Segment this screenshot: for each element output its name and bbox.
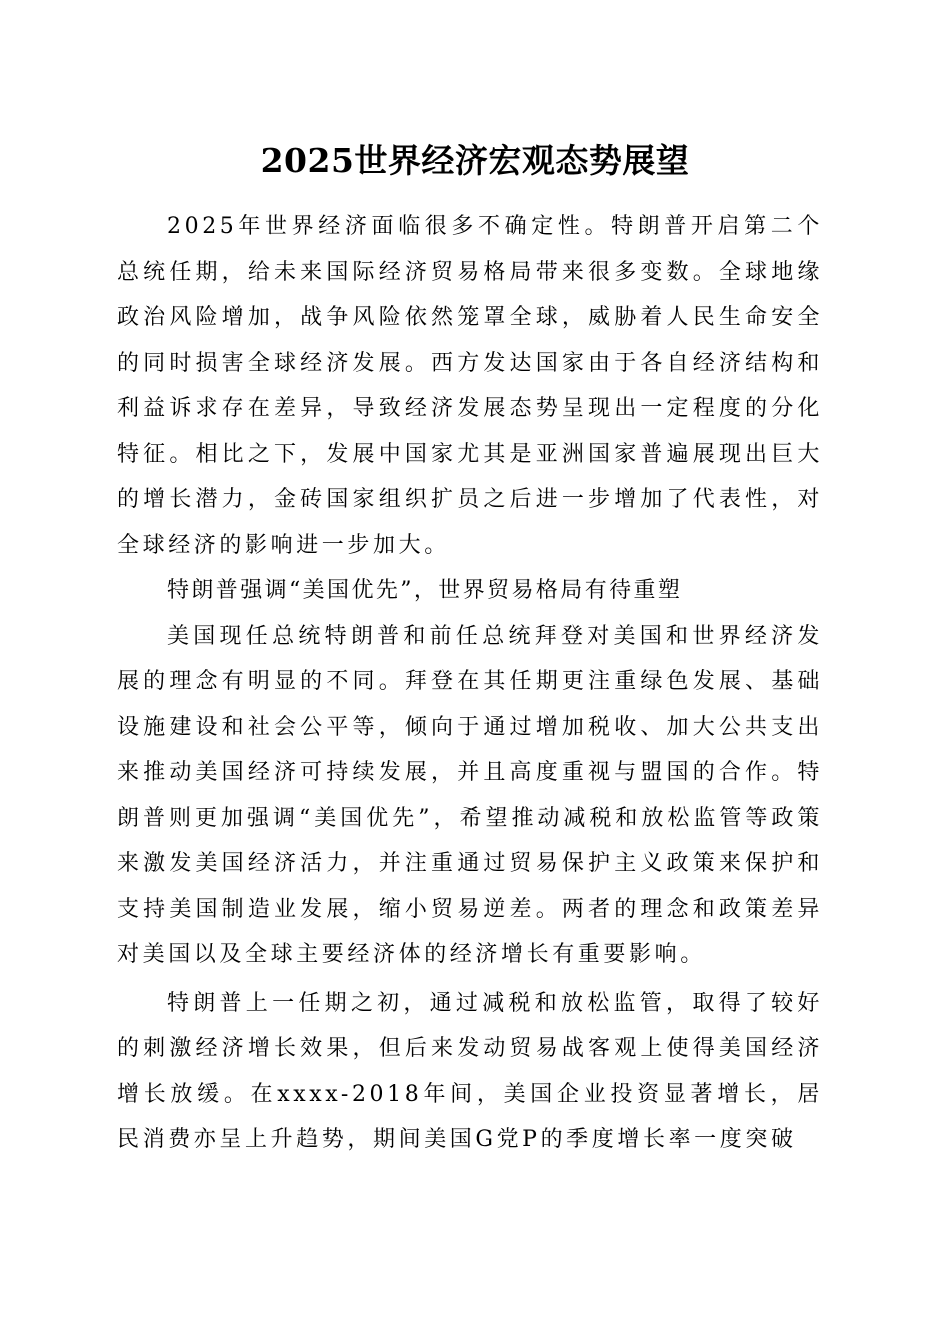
paragraph-intro: 2025年世界经济面临很多不确定性。特朗普开启第二个总统任期，给未来国际经济贸易格局带来很多变数。全球地缘政治风险增加，战争风险依然笼罩全球，威胁着人民生命安全的同时损害全球经济发展。西方发达国家由于各自经济结构和利益诉求存在差异，导致经济发展态势呈现出一定程度的分化特征。相比之下，发展中国家尤其是亚洲国家普遍展现出巨大的增长潜力，金砖国家组织扩员之后进一步增加了代表性，对全球经济的影响进一步加大。 [117,214,823,558]
document-body [117,204,823,1163]
paragraph-first-term: 特朗普上一任期之初，通过减税和放松监管，取得了较好的刺激经济增长效果，但后来发动贸易战客观上使得美国经济增长放缓。在xxxx-2018年间，美国企业投资显著增长，居民消费亦呈上升趋势，期间美国G党P的季度增长率一度突破 [117,990,823,1152]
document-title: 2025世界经济宏观态势展望 [260,141,690,180]
paragraph-policy-comparison: 美国现任总统特朗普和前任总统拜登对美国和世界经济发展的理念有明显的不同。拜登在其任期更注重绿色发展、基础设施建设和社会公平等，倾向于通过增加税收、加大公共支出来推动美国经济可持续发展，并且高度重视与盟国的合作。特朗普则更加强调“美国优先”，希望推动减税和放松监管等政策来激发美国经济活力，并注重通过贸易保护主义政策来保护和支持美国制造业发展，缩小贸易逆差。两者的理念和政策差异对美国以及全球主要经济体的经济增长有重要影响。 [117,623,823,967]
section-heading: 特朗普强调“美国优先”，世界贸易格局有待重塑 [167,578,683,603]
